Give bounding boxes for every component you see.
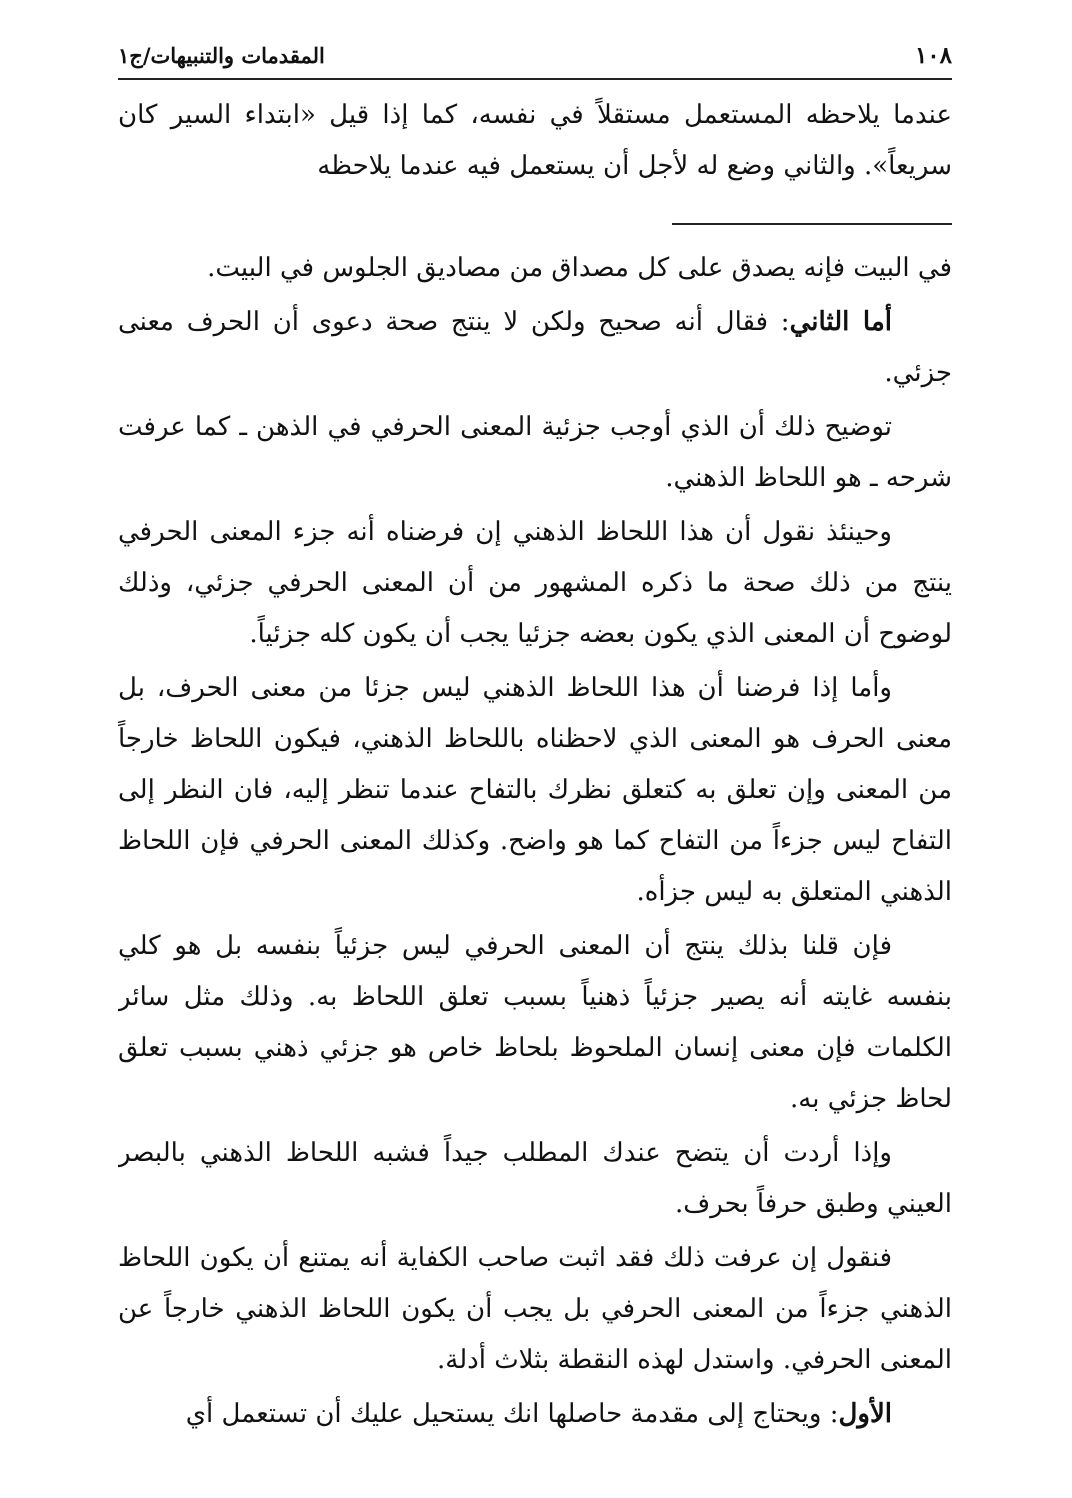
book-title: المقدمات والتنبيهات/ج١ [118, 43, 325, 68]
paragraph-bayt: في البيت فإنه يصدق على كل مصداق من مصاديق الجلوس في البيت. [207, 253, 952, 283]
paragraph-kifaya: فنقول إن عرفت ذلك فقد اثبت صاحب الكفاية أنه يمتنع أن يكون اللحاظ الذهني جزءاً من المعنى الحرفي بل يجب أن يكون اللحاظ الذهني خارجاً عن المعنى الحرفي. واستدل لهذه النقطة بثلاث أدلة. [118, 1243, 952, 1375]
paragraph-first-proof-text: : ويحتاج إلى مقدمة حاصلها انك يستحيل عليك أن تستعمل أي [185, 1399, 839, 1429]
continued-text: عندما يلاحظه المستعمل مستقلاً في نفسه، كما إذا قيل «ابتداء السير كان سريعاً». والثاني وضع له لأجل أن يستعمل فيه عندما يلاحظه [118, 100, 952, 181]
paragraph-universal: فإن قلنا بذلك ينتج أن المعنى الحرفي ليس جزئياً بنفسه بل هو كلي بنفسه غايته أنه يصير جزئياً ذهنياً بسبب تعلق اللحاظ به. وذلك مثل سائر الكلمات فإن معنى إنسان الملحوظ بلحاظ خاص هو جزئي ذهني بسبب تعلق لحاظ جزئي به. [118, 931, 952, 1114]
paragraph-analogy: وإذا أردت أن يتضح عندك المطلب جيداً فشبه اللحاظ الذهني بالبصر العيني وطبق حرفاً بحرف. [118, 1138, 952, 1219]
paragraph-not-part: وأما إذا فرضنا أن هذا اللحاظ الذهني ليس جزئا من معنى الحرف، بل معنى الحرف هو المعنى الذي لاحظناه باللحاظ الذهني، فيكون اللحاظ خارجاً من المعنى وإن تعلق به كتعلق نظرك بالتفاح عندما تنظر إليه، فان النظر إلى التفاح ليس جزءاً من التفاح كما هو واضح. وكذلك المعنى الحرفي فإن اللحاظ الذهني المتعلق به ليس جزأه. [118, 673, 952, 907]
term-second: أما الثاني [789, 307, 892, 337]
running-header [118, 34, 952, 80]
book-page [118, 34, 952, 1474]
section-divider [672, 223, 952, 225]
paragraph-part-of-meaning: وحينئذ نقول أن هذا اللحاظ الذهني إن فرضناه أنه جزء المعنى الحرفي ينتج من ذلك صحة ما ذكره المشهور من أن المعنى الحرفي جزئي، وذلك لوضوح أن المعنى الذي يكون بعضه جزئيا يجب أن يكون كله جزئياً. [118, 517, 952, 649]
paragraph-first-proof [118, 1389, 952, 1440]
page-number: ١٠٨ [914, 42, 952, 69]
paragraph-second-text: : فقال أنه صحيح ولكن لا ينتج صحة دعوى أن الحرف معنى جزئي. [118, 307, 952, 388]
paragraph-second [118, 297, 952, 399]
paragraph-explanation: توضيح ذلك أن الذي أوجب جزئية المعنى الحرفي في الذهن ـ كما عرفت شرحه ـ هو اللحاظ الذهني. [118, 412, 952, 493]
term-first: الأول [838, 1399, 892, 1429]
